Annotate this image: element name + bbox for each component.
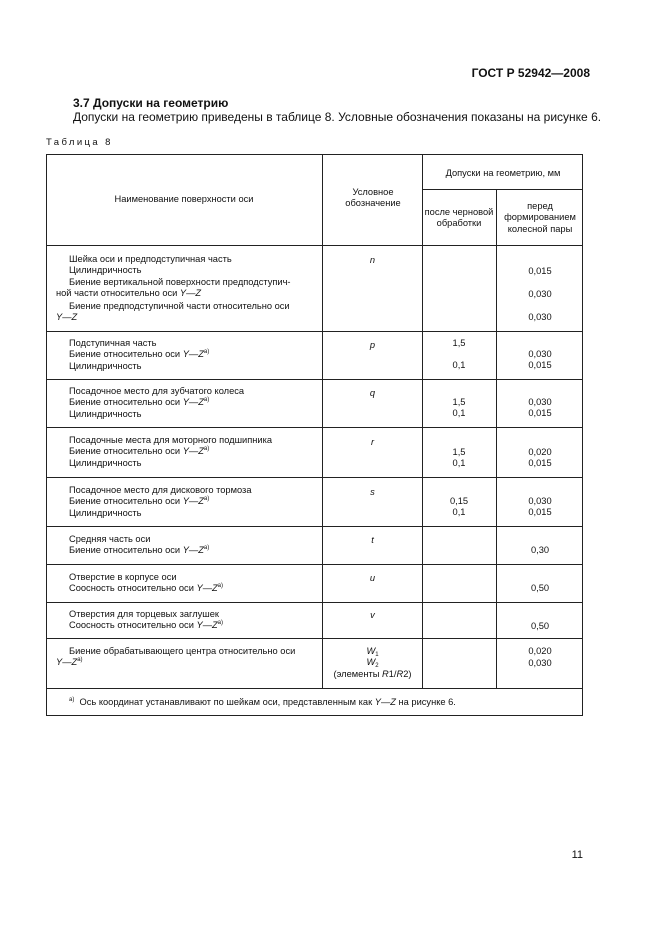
row-border (46, 331, 583, 332)
row-5-line-1: Посадочное место для дискового тормоза (69, 485, 252, 495)
row-2-rough-1: 1,5 (452, 338, 466, 348)
row-7-line-2: Соосность относительно оси $Y—Z^{a)}$ (69, 583, 224, 594)
row-4-line-2: Биение относительно оси $Y—Z^{a)}$ (69, 446, 210, 457)
row-9-name (56, 646, 318, 669)
symbol-w2: $W_2$ (366, 657, 379, 670)
row-1-line-3: Биение вертикальной поверхности предподступич- (69, 276, 291, 287)
section-heading: 3.7 Допуски на геометрию (73, 96, 229, 110)
row-border (46, 477, 583, 478)
row-4-final-2: 0,015 (528, 458, 552, 468)
row-1-symbol: n (369, 255, 376, 265)
row-2-final-2: 0,015 (528, 360, 552, 370)
section-text: Допуски на геометрию приведены в таблице 8. Условные обозначения показаны на рисунке 6. (73, 110, 602, 124)
row-border (46, 379, 583, 380)
row-1-line-2: Цилиндричность (69, 265, 142, 276)
row-1-line-5: Биение предподступичной части относительно оси (69, 301, 290, 312)
row-8-line-2: Соосность относительно оси $Y—Z^{a)}$ (69, 620, 224, 631)
document-code: ГОСТ Р 52942—2008 (471, 66, 590, 80)
row-2-name (69, 338, 318, 372)
row-8-line-1: Отверстия для торцевых заглушек (69, 609, 219, 619)
row-5-name (69, 485, 318, 519)
page-number: 11 (571, 849, 583, 861)
row-border (46, 602, 583, 603)
row-3-name (69, 386, 318, 420)
column-border (322, 154, 323, 688)
row-9-line-2: $Y—Z^{a)}$ (56, 657, 83, 668)
column-border (422, 154, 423, 688)
row-9-symbol (323, 646, 422, 680)
row-3-line-2: Биение относительно оси $Y—Z^{a)}$ (69, 397, 210, 408)
row-8-symbol: v (370, 610, 375, 620)
row-2-line-3: Цилиндричность (69, 360, 142, 371)
row-9-final-2: 0,030 (528, 658, 552, 668)
row-5-rough-1: 0,15 (449, 496, 469, 506)
row-border (46, 688, 583, 689)
row-3-line-3: Цилиндричность (69, 408, 142, 419)
header-symbol: Условное обозначение (345, 187, 401, 209)
row-5-final-2: 0,015 (528, 507, 552, 517)
table-footnote: $^{a)}$ Ось координат устанавливают по шейкам оси, представленным как Y—Z на рисунке 6. (69, 697, 456, 707)
row-1-name (56, 254, 318, 324)
row-7-name (69, 572, 318, 595)
row-3-final-2: 0,015 (528, 408, 552, 418)
row-9-final-1: 0,020 (528, 646, 552, 656)
header-before: после черновой обработки (424, 207, 494, 229)
header-tolerance-group: Допуски на геометрию, мм (445, 168, 561, 178)
row-border (46, 638, 583, 639)
row-1-line-4: ной части относительно оси Y—Z (56, 287, 202, 298)
row-7-line-1: Отверстие в корпусе оси (69, 572, 177, 582)
row-6-final-1: 0,30 (530, 545, 550, 555)
row-4-rough-1: 1,5 (452, 447, 466, 457)
row-6-symbol: t (371, 535, 374, 545)
header-after: перед формированием колесной пары (504, 201, 576, 234)
row-6-line-1: Средняя часть оси (69, 534, 151, 544)
symbol-w1: $W_1$ (366, 646, 379, 658)
row-2-symbol: p (369, 340, 376, 350)
row-1-final-1: 0,015 (528, 266, 552, 276)
row-2-line-1: Подступичная часть (69, 338, 157, 348)
row-4-name (69, 435, 318, 469)
row-8-final-1: 0,50 (530, 621, 550, 631)
row-3-symbol: q (369, 388, 376, 398)
row-border (422, 189, 582, 190)
row-4-line-1: Посадочные места для моторного подшипника (69, 435, 273, 445)
row-border (46, 427, 583, 428)
row-5-final-1: 0,030 (528, 496, 552, 506)
row-6-line-2: Биение относительно оси $Y—Z^{a)}$ (69, 545, 210, 556)
row-3-rough-1: 1,5 (452, 397, 466, 407)
row-9-line-1: Биение обрабатывающего центра относительно оси (69, 646, 296, 656)
row-3-final-1: 0,030 (528, 397, 552, 407)
row-5-line-3: Цилиндричность (69, 507, 142, 518)
row-2-final-1: 0,030 (528, 349, 552, 359)
row-6-name (69, 534, 318, 557)
row-8-name (69, 609, 318, 632)
row-1-final-2: 0,030 (528, 289, 552, 299)
header-name: Наименование поверхности оси (114, 194, 254, 204)
row-border (46, 245, 583, 246)
row-2-rough-2: 0,1 (452, 360, 466, 370)
table-caption: Таблица 8 (46, 137, 113, 148)
row-4-line-3: Цилиндричность (69, 457, 142, 468)
row-border (46, 564, 583, 565)
row-5-symbol: s (370, 487, 375, 497)
column-border (496, 189, 497, 688)
row-7-final-1: 0,50 (530, 583, 550, 593)
row-1-final-3: 0,030 (528, 312, 552, 322)
row-1-line-6: Y—Z (56, 312, 78, 323)
row-border (46, 526, 583, 527)
row-1-line-1: Шейка оси и предподступичная часть (69, 254, 232, 264)
row-5-rough-2: 0,1 (452, 507, 466, 517)
row-2-line-2: Биение относительно оси $Y—Z^{a)}$ (69, 349, 210, 360)
symbol-elements: (элементы R1/R2) (333, 668, 412, 679)
row-4-symbol: r (370, 437, 375, 447)
row-3-rough-2: 0,1 (452, 408, 466, 418)
row-5-line-2: Биение относительно оси $Y—Z^{a)}$ (69, 496, 210, 507)
row-3-line-1: Посадочное место для зубчатого колеса (69, 386, 245, 396)
row-4-rough-2: 0,1 (452, 458, 466, 468)
row-7-symbol: u (369, 573, 376, 583)
row-4-final-1: 0,020 (528, 447, 552, 457)
